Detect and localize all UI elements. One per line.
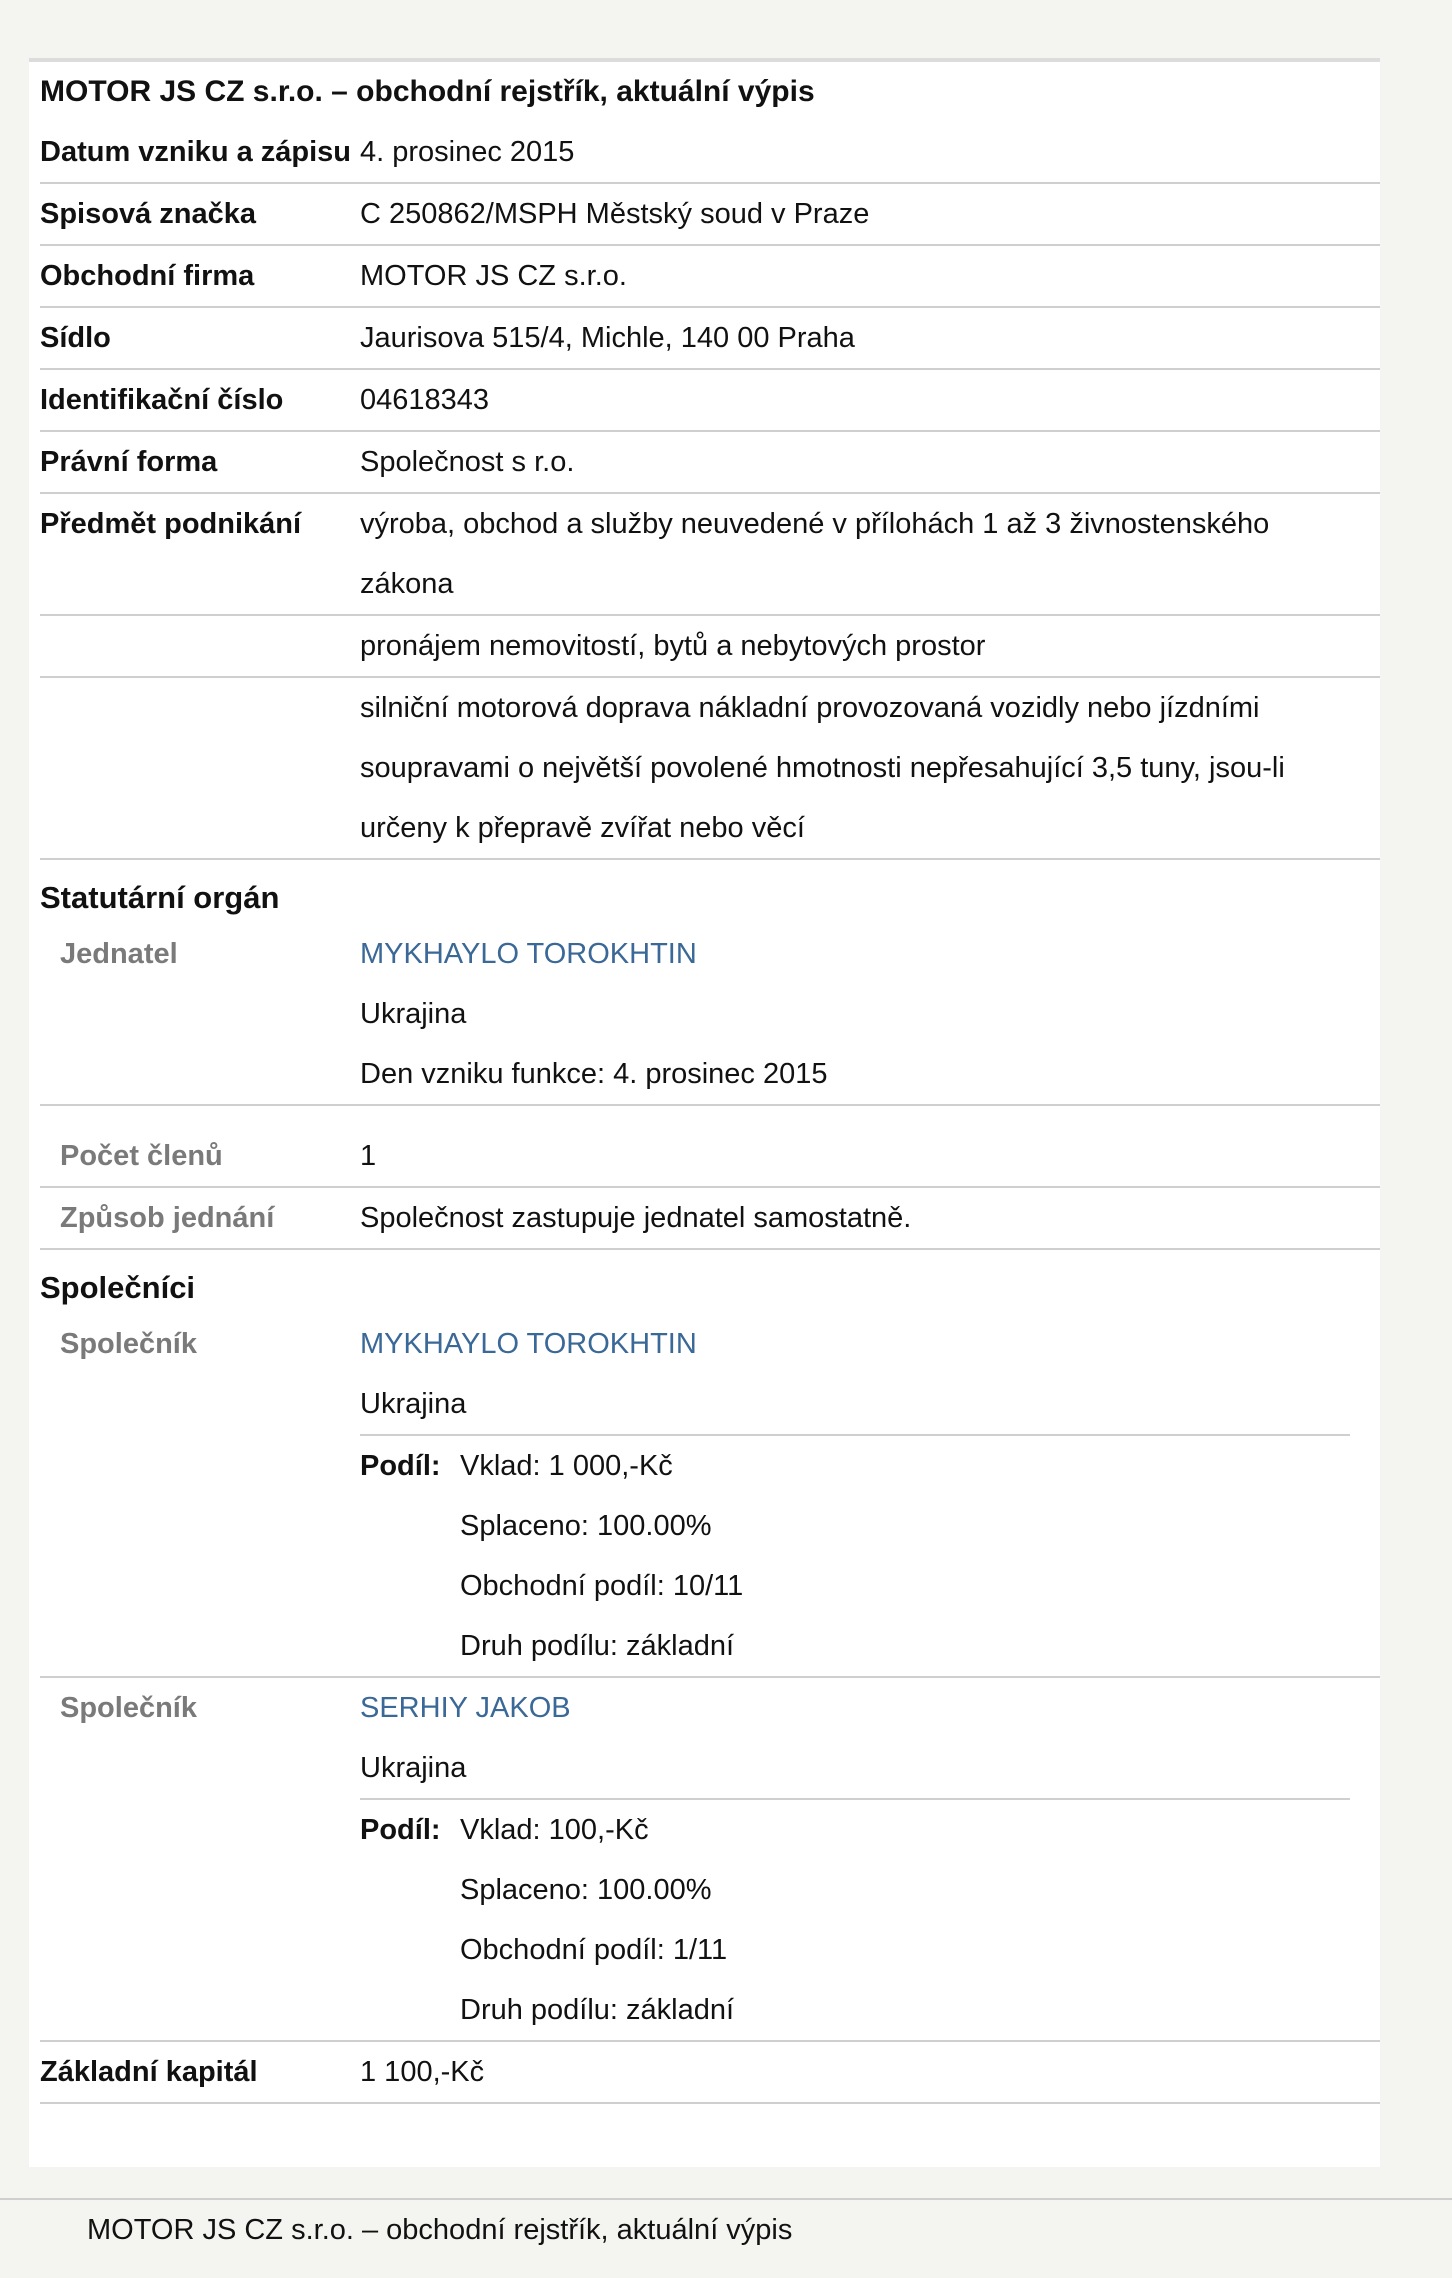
row-spolecnik-1 [40, 1314, 1380, 1678]
value-pocet-clenu: 1 [360, 1140, 377, 1172]
value-predmet-2: pronájem nemovitostí, bytů a nebytových prostor [360, 630, 986, 662]
podil-obchodni: Obchodní podíl: 1/11 [460, 1934, 728, 1966]
label-spolecnik: Společník [60, 1692, 197, 1724]
page-title: MOTOR JS CZ s.r.o. – obchodní rejstřík, aktuální výpis [40, 75, 815, 108]
row-predmet-3 [40, 678, 1380, 860]
value-predmet-1: výroba, obchod a služby neuvedené v přílohách 1 až 3 živnostenského zákona [360, 508, 1270, 600]
row-pravni-forma [40, 432, 1380, 494]
label-pravni-forma: Právní forma [40, 446, 218, 478]
spolecnik-country: Ukrajina [360, 1752, 467, 1784]
value-jednatel [360, 924, 1380, 1104]
value-pravni-forma: Společnost s r.o. [360, 446, 575, 478]
podil-obchodni: Obchodní podíl: 10/11 [460, 1570, 744, 1602]
value-datum-vzniku: 4. prosinec 2015 [360, 136, 575, 168]
value-spolecnik-1 [360, 1314, 1380, 1676]
label-zpusob-jednani: Způsob jednání [60, 1202, 275, 1234]
label-zakladni-kapital: Základní kapitál [40, 2056, 258, 2088]
podil-druh: Druh podílu: základní [460, 1994, 735, 2026]
row-datum-vzniku [40, 122, 1380, 184]
section-spolecnici: Společníci [40, 1270, 196, 1305]
row-zakladni-kapital [40, 2042, 1380, 2104]
label-sidlo: Sídlo [40, 322, 111, 354]
podil-label: Podíl: [360, 1814, 441, 1846]
podil-vklad: Vklad: 100,-Kč [460, 1814, 649, 1846]
jednatel-since: Den vzniku funkce: 4. prosinec 2015 [360, 1058, 828, 1090]
row-sidlo [40, 308, 1380, 370]
value-zakladni-kapital: 1 100,-Kč [360, 2056, 485, 2088]
label-spisova-znacka: Spisová značka [40, 198, 256, 230]
podil-values [460, 1800, 1360, 2040]
value-obchodni-firma: MOTOR JS CZ s.r.o. [360, 260, 627, 292]
label-pocet-clenu: Počet členů [60, 1140, 223, 1172]
podil-values [460, 1436, 1360, 1676]
footer-divider [0, 2198, 1452, 2200]
jednatel-country: Ukrajina [360, 998, 467, 1030]
spacer [40, 1106, 1380, 1126]
value-spisova-znacka: C 250862/MSPH Městský soud v Praze [360, 198, 870, 230]
label-empty [40, 616, 360, 676]
podil-block [360, 1800, 1360, 2040]
podil-vklad: Vklad: 1 000,-Kč [460, 1450, 673, 1482]
label-empty [40, 678, 360, 858]
row-predmet-2 [40, 616, 1380, 678]
label-obchodni-firma: Obchodní firma [40, 260, 255, 292]
podil-label: Podíl: [360, 1450, 441, 1482]
value-zpusob-jednani: Společnost zastupuje jednatel samostatně. [360, 1202, 912, 1234]
label-jednatel: Jednatel [60, 938, 178, 970]
value-predmet-3: silniční motorová doprava nákladní provozovaná vozidly nebo jízdními soupravami o největší povolené hmotnosti nepřesahující 3,5 tuny, jsou-li určeny k přepravě zvířat nebo věcí [360, 692, 1285, 844]
spolecnik-country: Ukrajina [360, 1388, 467, 1420]
row-zpusob-jednani [40, 1188, 1380, 1250]
label-predmet-podnikani: Předmět podnikání [40, 508, 302, 540]
podil-splaceno: Splaceno: 100.00% [460, 1874, 712, 1906]
spolecnik-name-link[interactable]: MYKHAYLO TOROKHTIN [360, 1328, 697, 1360]
spolecnik-name-link[interactable]: SERHIY JAKOB [360, 1692, 571, 1724]
row-pocet-clenu [40, 1126, 1380, 1188]
section-statutarni-organ: Statutární orgán [40, 880, 280, 915]
label-spolecnik: Společník [60, 1328, 197, 1360]
value-spolecnik-2 [360, 1678, 1380, 2040]
value-ico: 04618343 [360, 384, 490, 416]
footer-title: MOTOR JS CZ s.r.o. – obchodní rejstřík, aktuální výpis [87, 2214, 793, 2246]
podil-block [360, 1436, 1360, 1676]
label-ico: Identifikační číslo [40, 384, 284, 416]
registry-extract [29, 62, 1380, 2167]
registry-content [40, 62, 1380, 2104]
row-spisova-znacka [40, 184, 1380, 246]
row-obchodni-firma [40, 246, 1380, 308]
row-ico [40, 370, 1380, 432]
podil-splaceno: Splaceno: 100.00% [460, 1510, 712, 1542]
row-jednatel [40, 924, 1380, 1106]
row-predmet-1 [40, 494, 1380, 616]
podil-druh: Druh podílu: základní [460, 1630, 735, 1662]
jednatel-name-link[interactable]: MYKHAYLO TOROKHTIN [360, 938, 697, 970]
label-datum-vzniku: Datum vzniku a zápisu [40, 136, 352, 168]
row-spolecnik-2 [40, 1678, 1380, 2042]
value-sidlo: Jaurisova 515/4, Michle, 140 00 Praha [360, 322, 855, 354]
